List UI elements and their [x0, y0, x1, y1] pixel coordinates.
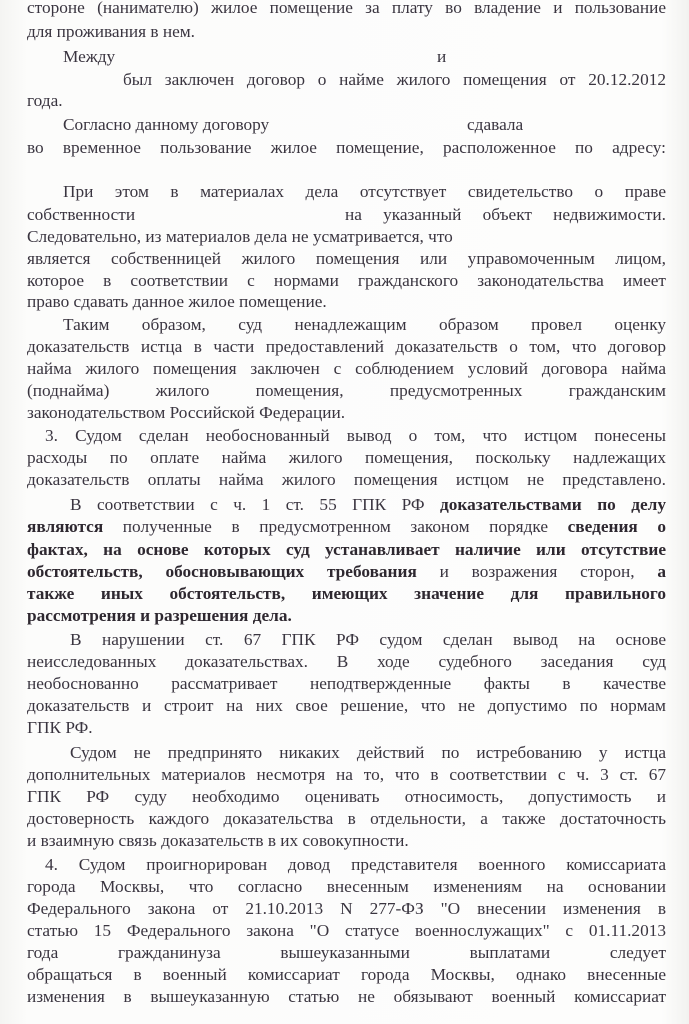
text-segment: право сдавать данное жилое помещение. [27, 292, 327, 311]
text-segment: которое в соответствии с нормами гражданского законодательства имеет [27, 271, 666, 290]
text-segment: города Москвы, что согласно внесенным изменениям на основании [27, 877, 666, 896]
text-segment: за вышеуказанными выплатами следует [206, 943, 666, 962]
bold-text-segment: сведения о [567, 517, 666, 536]
text-segment: 4. Судом проигнорирован довод представителя военного комиссариата [45, 855, 666, 874]
text-segment: статью 15 Федерального закона "О статусе военнослужащих" с 01.11.2013 [27, 921, 666, 940]
document-line [27, 358, 666, 380]
document-line [27, 291, 327, 313]
text-segment: Судом не предпринято никаких действий по истребованию у истца [70, 743, 666, 762]
document-line [63, 314, 666, 336]
text-segment: доказательств и строит на них свое решение, что не допустимо по нормам [27, 696, 666, 715]
document-line [27, 447, 666, 469]
text-segment: собственности [27, 205, 136, 224]
text-segment: найма жилого помещения заключен с соблюдением условий договора найма [27, 359, 666, 378]
document-line [27, 539, 666, 561]
document-line [27, 226, 453, 248]
text-segment: В нарушении ст. 67 ГПК РФ судом сделан вывод на основе [70, 630, 666, 649]
text-segment: сдавала [467, 115, 524, 134]
document-line [27, 673, 666, 695]
document-line [27, 876, 666, 898]
bold-text-segment: являются [27, 517, 104, 536]
text-segment: неисследованных доказательствах. В ходе судебного заседания суд [27, 652, 666, 671]
document-line [27, 898, 666, 920]
text-segment: достоверность каждого доказательства в отдельности, а также достаточность [27, 809, 666, 828]
document-line [27, 695, 666, 717]
text-segment: и возражения сторон, [416, 562, 658, 581]
text-segment: обращаться в военный комиссариат города Москвы, однако внесенные [27, 965, 666, 984]
text-segment: изменения в вышеуказанную статью не обязывают военный комиссариат [27, 987, 666, 1006]
text-segment: доказательств истца в части предоставлений доказательств о том, что договор [27, 337, 666, 356]
document-line [27, 830, 409, 852]
document-line [27, 0, 666, 19]
text-segment: и взаимную связь доказательств в их совокупности. [27, 831, 409, 850]
document-line [27, 248, 666, 270]
text-segment: 3. Судом сделан необоснованный вывод о том, что истцом понесены [45, 426, 666, 445]
text-segment: законодательством Российской Федерации. [27, 403, 346, 422]
document-line [70, 494, 666, 516]
text-segment: на указанный объект недвижимости. [345, 205, 666, 224]
bold-text-segment: а [657, 562, 666, 581]
bold-text-segment: рассмотрения и разрешения дела. [27, 606, 292, 625]
text-segment: Следовательно, из материалов дела не усматривается, что [27, 227, 453, 246]
document-line [123, 69, 666, 91]
bold-text-segment: обстоятельств, обосновывающих требования [27, 562, 417, 581]
document-line [27, 808, 666, 830]
document-line [45, 854, 666, 876]
document-line [27, 469, 666, 491]
document-line [27, 764, 666, 786]
text-segment: необоснованно рассматривает неподтвержденные факты в качестве [27, 674, 666, 693]
document-line [27, 516, 666, 538]
text-segment: доказательств оплаты найма жилого помещения истцом не представлено. [27, 470, 666, 489]
document-line [27, 651, 666, 673]
text-segment: года гражданину [27, 943, 207, 962]
document-line [27, 137, 666, 159]
bold-text-segment: фактах, на основе которых суд устанавливает наличие или отсутствие [27, 540, 666, 559]
document-line [70, 742, 666, 764]
text-segment: и [437, 47, 447, 66]
document-line [27, 561, 666, 583]
bold-text-segment: также иных обстоятельств, имеющих значение для правильного [27, 584, 666, 603]
bold-text-segment: доказательствами по делу [440, 495, 666, 514]
text-segment: для проживания в нем. [27, 22, 195, 41]
document-line [27, 270, 666, 292]
document-line [27, 380, 666, 402]
document-line [0, 964, 689, 986]
document-line [27, 717, 93, 739]
text-segment: стороне (нанимателю) жилое помещение за плату во владение и пользование [27, 0, 666, 17]
document-line [27, 336, 666, 358]
text-segment: В соответствии с ч. 1 ст. 55 ГПК РФ [70, 495, 441, 514]
text-segment: ГПК РФ. [27, 718, 93, 737]
text-segment: Федерального закона от 21.10.2013 N 277-ФЗ "О внесении изменения в [27, 899, 666, 918]
text-segment: дополнительных материалов несмотря на то, что в соответствии с ч. 3 ст. 67 [27, 765, 666, 784]
document-line [0, 46, 689, 68]
text-segment: является собственницей жилого помещения или управомоченным лицом, [27, 249, 666, 268]
document-line [27, 583, 666, 605]
document-line [27, 942, 666, 964]
document-line [27, 90, 63, 112]
document-line [27, 786, 666, 808]
document-line [0, 114, 689, 136]
text-segment: ГПК РФ суду необходимо оценивать относимость, допустимость и [27, 787, 666, 806]
text-segment: При этом в материалах дела отсутствует свидетельство о праве [63, 182, 666, 201]
text-segment: (поднайма) жилого помещения, предусмотренных гражданским [27, 381, 666, 400]
text-segment: расходы по оплате найма жилого помещения, поскольку надлежащих [27, 448, 666, 467]
document-line [27, 920, 666, 942]
document-line [63, 181, 666, 203]
text-segment: был заключен договор о найме жилого помещения от 20.12.2012 [123, 70, 666, 89]
document-line [70, 629, 666, 651]
text-segment: Между [63, 47, 116, 66]
document-line [27, 402, 345, 424]
text-segment: во временное пользование жилое помещение, расположенное по адресу: [27, 138, 666, 157]
document-line [27, 986, 666, 1008]
text-segment: Таким образом, суд ненадлежащим образом провел оценку [63, 315, 666, 334]
document-line [0, 204, 689, 226]
document-line [45, 425, 666, 447]
text-segment: Согласно данному договору [63, 115, 270, 134]
text-segment: года. [27, 91, 63, 110]
text-segment: полученные в предусмотренном законом порядке [103, 517, 568, 536]
document-line [27, 21, 195, 43]
document-line [27, 605, 292, 627]
